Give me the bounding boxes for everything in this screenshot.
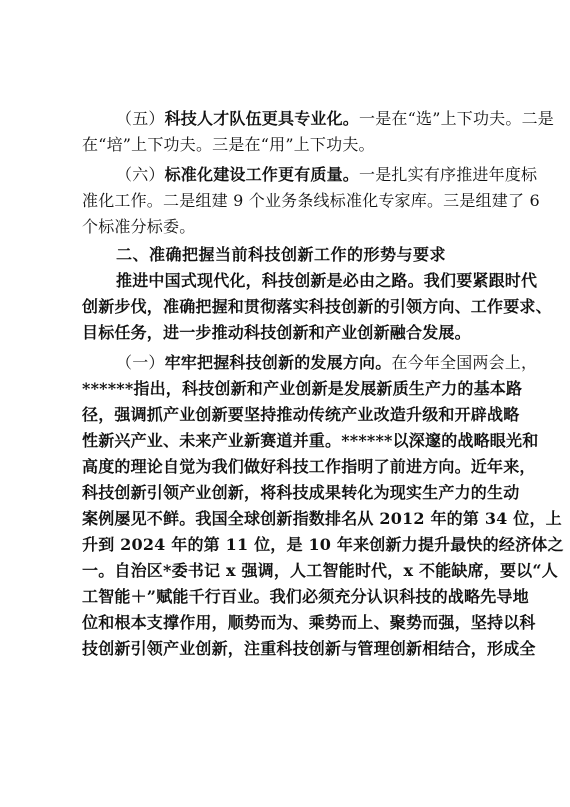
section-heading: 科技人才队伍更具专业化。 <box>164 109 360 128</box>
body-text: 目标任务，进一步推动科技创新和产业创新融合发展。 <box>82 323 471 342</box>
text-line <box>82 132 492 158</box>
text-line <box>116 106 554 132</box>
section-heading: 牢牢把握科技创新的发展方向。 <box>164 353 392 372</box>
body-text: 案例屡见不鲜。我国全球创新指数排名从 2012 年的第 34 位，上 <box>82 509 562 528</box>
text-line <box>82 428 539 454</box>
text-line <box>82 376 523 402</box>
body-text: 在今年全国两会上， <box>391 353 538 372</box>
body-text: 工智能＋”赋能千行百业。我们必须充分认识科技的战略先导地 <box>82 587 529 606</box>
body-text: 推进中国式现代化，科技创新是必由之路。我们要紧跟时代 <box>116 271 538 290</box>
text-line <box>82 636 536 662</box>
text-line <box>116 162 538 188</box>
body-text: 一是在“选”上下功夫。二是 <box>359 109 554 128</box>
body-text: 性新兴产业、未来产业新赛道并重。******以深邃的战略眼光和 <box>82 431 539 450</box>
body-text: 一。自治区*委书记 x 强调，人工智能时代，x 不能缺席，要以“人 <box>82 561 558 580</box>
section-number: （一） <box>116 353 165 372</box>
section-heading: 标准化建设工作更有质量。 <box>164 165 360 184</box>
text-line <box>82 320 492 346</box>
body-text: 创新步伐，准确把握和贯彻落实科技创新的引领方向、工作要求、 <box>82 297 552 316</box>
body-text: 径，强调抓产业创新要坚持推动传统产业改造升级和开辟战略 <box>82 405 520 424</box>
text-line <box>82 558 558 584</box>
chapter-heading <box>116 242 492 268</box>
text-line <box>82 532 564 558</box>
text-line <box>116 268 538 294</box>
body-text: 准化工作。二是组建 9 个业务条线标准化专家库。三是组建了 6 <box>82 191 540 210</box>
body-text: 科技创新引领产业创新，将科技成果转化为现实生产力的生动 <box>82 483 520 502</box>
text-line <box>82 480 520 506</box>
body-text: 技创新引领产业创新，注重科技创新与管理创新相结合，形成全 <box>82 639 536 658</box>
text-line <box>82 584 529 610</box>
text-line <box>82 454 536 480</box>
text-line <box>82 402 520 428</box>
body-text: 位和根本支撑作用，顺势而为、乘势而上、聚势而强，坚持以科 <box>82 613 536 632</box>
text-line <box>82 188 540 214</box>
body-text: 高度的理论自觉为我们做好科技工作指明了前进方向。近年来， <box>82 457 536 476</box>
chapter-heading-text: 二、准确把握当前科技创新工作的形势与要求 <box>116 245 447 264</box>
body-text: ******指出，科技创新和产业创新是发展新质生产力的基本路 <box>82 379 523 398</box>
section-number: （五） <box>116 109 165 128</box>
body-text: 升到 2024 年的第 11 位，是 10 年来创新力提升最快的经济体之 <box>82 535 564 554</box>
body-text: 一是扎实有序推进年度标 <box>359 165 538 184</box>
section-number: （六） <box>116 165 165 184</box>
text-line <box>116 350 538 376</box>
text-line <box>82 506 562 532</box>
text-line <box>82 214 492 240</box>
text-line <box>82 294 552 320</box>
body-text: 个标准分标委。 <box>82 217 196 236</box>
body-text: 在“培”上下功夫。三是在“用”上下功夫。 <box>82 135 375 154</box>
text-line <box>82 610 536 636</box>
